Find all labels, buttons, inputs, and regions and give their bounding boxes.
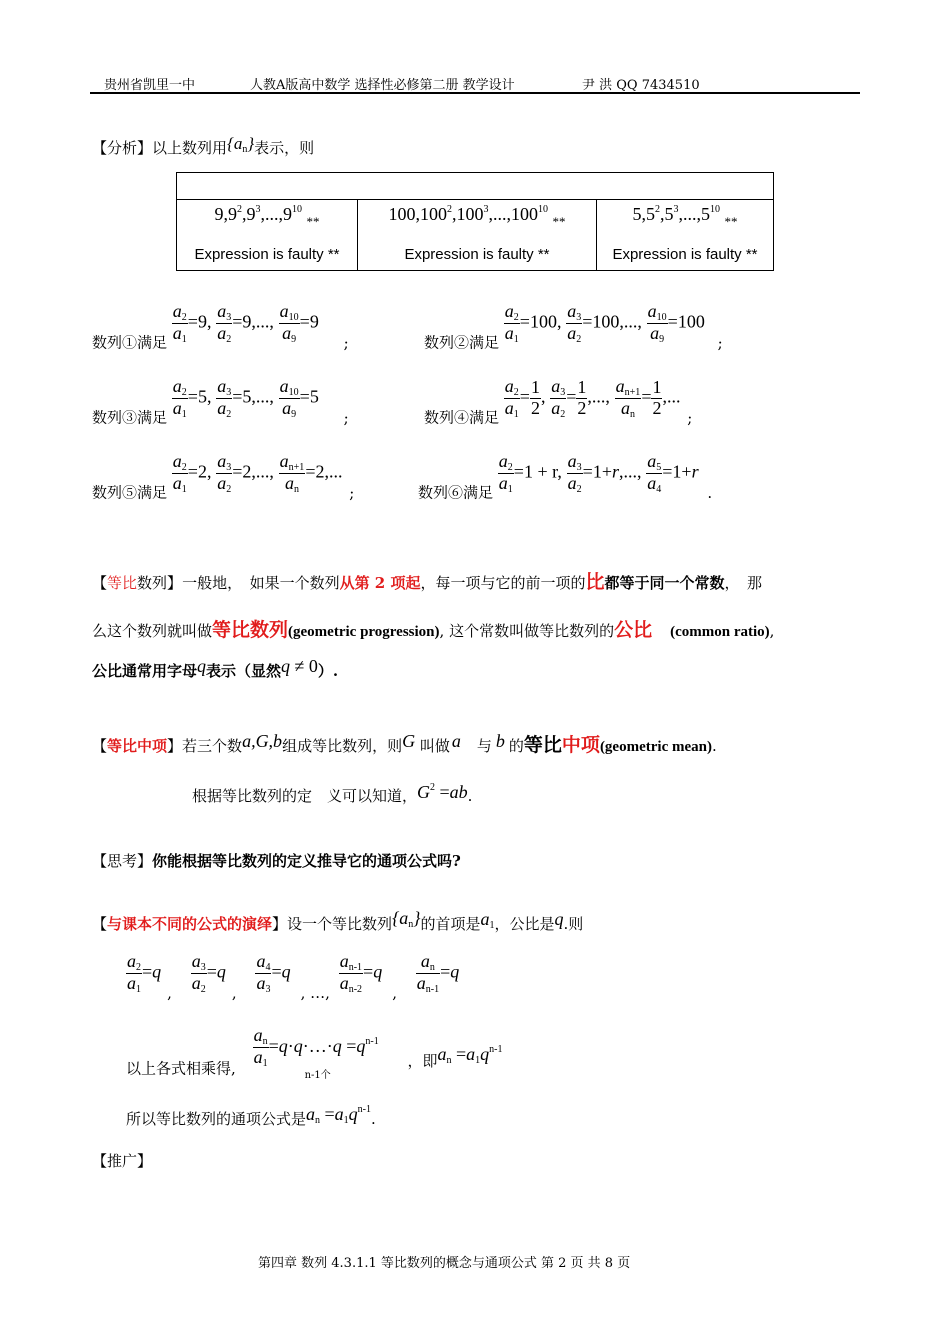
def-t4: 比: [585, 571, 605, 593]
table-note-1: Expression is faulty **: [194, 246, 340, 263]
extend-label: 【推广】: [92, 1152, 153, 1170]
def-t12: (common ratio): [670, 624, 770, 640]
analysis-text-after: 表示，则: [254, 139, 315, 157]
header-divider: [90, 92, 860, 94]
def-t8: 等比数列: [212, 619, 289, 641]
analysis-text-before: 以上数列用: [152, 139, 228, 157]
derive-t2: 的首项是: [420, 915, 481, 933]
think-line: [92, 850, 461, 871]
seq4-row: 数列④满足 $\frac{a_2}{a_1}$ = $\frac{1}{2}$ , $\frac{a_3}{a_2}$ = $\frac{1}{2}$ ,..., $\frac{a_{n+1}}{a_n}$ = $\frac{1}{2}$ ,... ;: [424, 376, 693, 427]
table-note-3: Expression is faulty **: [612, 246, 758, 263]
analysis-line: [92, 134, 314, 158]
header-book: 人教A版高中数学 选择性必修第二册 教学设计: [250, 78, 515, 93]
mean-label: 等比中项: [107, 737, 168, 755]
def-bracket-l: 【: [92, 574, 108, 592]
def-t5: 都等于同一个常数: [604, 574, 725, 592]
seq3-row: 数列③满足 $\frac{a_2}{a_1}$ =5, $\frac{a_3}{a_2}$ =5,..., $\frac{a_{10}}{a_9}$ =5 ;: [92, 376, 349, 427]
def-t7: 么这个数列就叫做: [92, 622, 213, 640]
table-cell-1: [177, 200, 358, 271]
table-header-row: [177, 173, 774, 200]
mean-line-2: 根据等比数列的定 义可以知道，$G^2 =ab$.: [192, 782, 473, 805]
seq1-ratio-a: 9: [197, 311, 207, 332]
seq1-label: 数列①满足: [92, 333, 168, 352]
mean-line2: 根据等比数列的定 义可以知道，: [192, 787, 418, 805]
derive-product: 以上各式相乘得, $\frac{a_n}{a_1}$ =q·q·…·q $=q^{n-1}$ n-1个 ，即$a_n =a_1q^{n-1}$: [126, 1025, 503, 1081]
def-t14: 公比通常用字母: [92, 662, 198, 680]
analysis-seq: $\{a_n\}$: [227, 134, 255, 155]
sequence-table: [176, 172, 774, 271]
def-t3: ，每一项与它的前一项的: [420, 574, 586, 592]
def-t13: ,: [769, 622, 775, 640]
header-author: 尹 洪 QQ 7434510: [582, 78, 700, 93]
mean-t7: (geometric mean): [599, 739, 712, 755]
def-t10: , 这个常数叫做等比数列的: [439, 622, 615, 640]
mean-t6-red: 中项: [561, 734, 600, 756]
table-expr-3: $5,5^2,5^3,...,5^{10}$ $_{**}$: [632, 204, 738, 229]
seq1-row: 数列①满足 $\frac{a_2}{a_1}$ =9, $\frac{a_3}{a_2}$ =9,..., $\frac{a_{10}}{a_9}$ =9 ;: [92, 301, 349, 352]
mean-t2: 组成等比数列，则: [282, 737, 403, 755]
seq5-row: 数列⑤满足 $\frac{a_2}{a_1}$ =2, $\frac{a_3}{a_2}$ =2,..., $\frac{a_{n+1}}{a_n}$ =2,... ;: [92, 451, 355, 502]
table-expr-1: $9,9^2,9^3,...,9^{10}$ $_{**}$: [214, 204, 320, 229]
mean-t4: 与: [476, 737, 492, 755]
table-header-cell: [177, 173, 774, 200]
mean-t5: 的: [508, 737, 524, 755]
footer-text: 第四章 数列 4.3.1.1 等比数列的概念与通项公式 第 2 页 共 8 页: [258, 1256, 631, 1271]
seq5-label: 数列⑤满足: [92, 483, 168, 502]
header-school: 贵州省凯里一中: [104, 78, 196, 93]
def-t16: ）.: [317, 662, 339, 680]
seq2-ratio: 100: [529, 311, 557, 332]
def-t15: 表示（显然: [206, 662, 282, 680]
think-text: 你能根据等比数列的定义推导它的通项公式吗?: [152, 852, 461, 870]
def-t6: ， 那: [724, 574, 763, 592]
def-t2: 从第 2 项起: [339, 574, 421, 592]
definition-line-1: [92, 567, 762, 594]
seq6-ratio: 1 + r: [523, 461, 558, 482]
mean-t6-black: 等比: [523, 734, 562, 756]
mean-line-1: 【等比中项】若三个数a,G,b组成等比数列，则G 叫做 a 与 b 的等比中项(geometric mean).: [92, 731, 717, 756]
def-label-red: 等比: [107, 574, 138, 592]
think-label: 【思考】: [92, 852, 153, 870]
derive-formula-line: 所以等比数列的通项公式是$a_n =a_1q^{n-1}$.: [126, 1104, 376, 1128]
seq3-label: 数列③满足: [92, 408, 168, 427]
derive-multiply: 以上各式相乘得,: [126, 1059, 236, 1078]
definition-line-3: 公比通常用字母q表示（显然q ≠ 0）.: [92, 656, 339, 680]
seq6-label: 数列⑥满足: [418, 483, 494, 502]
table-cell-3: [597, 200, 774, 271]
mean-t3: 叫做: [419, 737, 450, 755]
analysis-label: 【分析】: [92, 139, 153, 157]
def-t11: 公比: [614, 619, 653, 641]
derive-so: 所以等比数列的通项公式是: [126, 1110, 307, 1128]
seq2-row: 数列②满足 $\frac{a_2}{a_1}$ =100, $\frac{a_3}{a_2}$ =100,..., $\frac{a_{10}}{a_9}$ =100 ;: [424, 301, 723, 352]
derive-ie: ，即: [407, 1051, 438, 1070]
seq3-ratio: 5: [197, 386, 207, 407]
table-cell-2: [358, 200, 597, 271]
mean-t1: 若三个数: [182, 737, 243, 755]
seq5-ratio: 2: [197, 461, 207, 482]
derive-ratios: $\frac{a_2}{a_1}$ =q, $\frac{a_3}{a_2}$ =q, $\frac{a_4}{a_3}$ =q, …, $\frac{a_{n-1}}{a_{n-2}}$ =q, $\frac{a_n}{a_{n-1}}$ =q: [127, 951, 460, 1002]
derive-product-note: n-1个: [304, 1069, 331, 1081]
seq2-label: 数列②满足: [424, 333, 500, 352]
def-label-rest: 数列: [137, 574, 168, 592]
def-t9: (geometric progression): [288, 624, 440, 640]
derive-t3: ，公比是: [494, 915, 555, 933]
seq6-row: 数列⑥满足 $\frac{a_2}{a_1}$ =1 + r, $\frac{a_3}{a_2}$ =1+r,..., $\frac{a_5}{a_4}$ =1+r .: [418, 451, 713, 502]
definition-line-2: [92, 615, 774, 642]
derive-t1: 设一个等比数列: [287, 915, 393, 933]
derive-line-1: 【与课本不同的公式的演绎】设一个等比数列$\{a_n\}$的首项是$a_1$，公比是q.则: [92, 908, 584, 933]
derive-label: 与课本不同的公式的演绎: [107, 915, 273, 933]
mean-t8: .: [711, 737, 717, 755]
def-t1: 一般地， 如果一个数列: [182, 574, 340, 592]
table-note-2: Expression is faulty **: [404, 246, 550, 263]
def-bracket-r: 】: [167, 574, 183, 592]
derive-t4: .则: [563, 915, 584, 933]
seq4-label: 数列④满足: [424, 408, 500, 427]
table-row: [177, 200, 774, 271]
table-expr-2: 100,100$^2$,100$^3$,...,100$^{10}$ $_{**}$: [388, 204, 566, 229]
